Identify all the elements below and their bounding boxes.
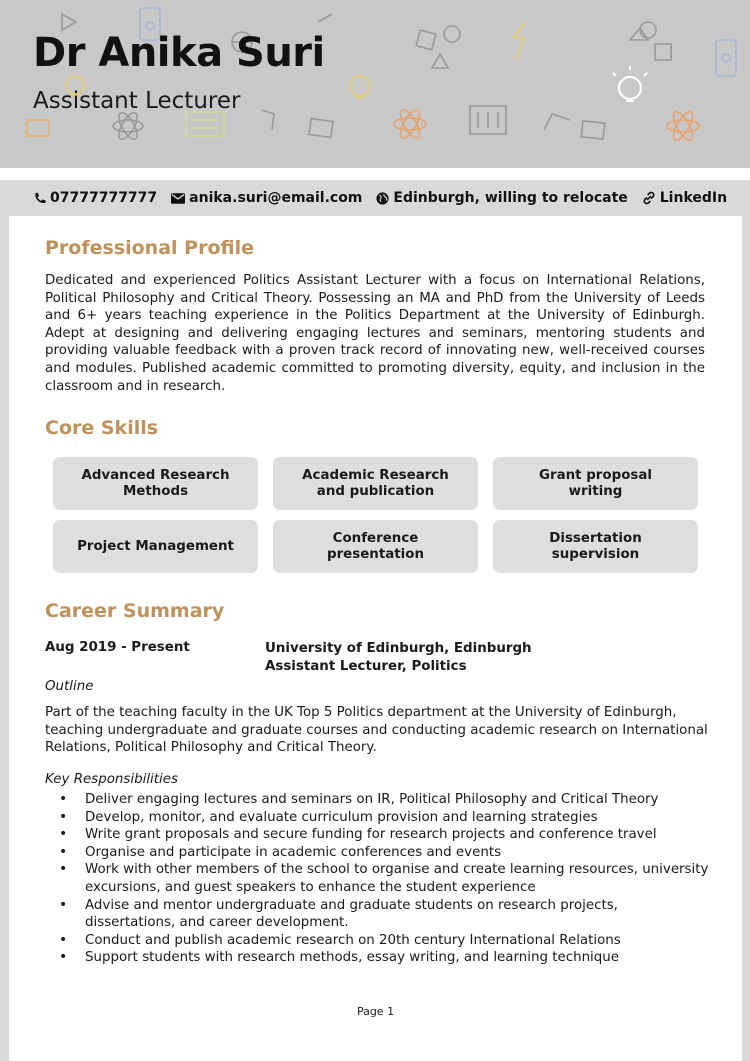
- list-item: • Write grant proposals and secure funding for research projects and conference travel: [45, 826, 710, 844]
- contact-linkedin[interactable]: [642, 190, 727, 206]
- candidate-role: Assistant Lecturer: [33, 88, 241, 114]
- skill-chip: Dissertation supervision: [493, 520, 698, 573]
- header-banner: [0, 0, 750, 168]
- contact-phone[interactable]: [33, 190, 157, 206]
- skill-chip: Conference presentation: [273, 520, 478, 573]
- contact-email[interactable]: [171, 190, 362, 206]
- email-text: anika.suri@email.com: [189, 190, 363, 206]
- phone-doodle-icon-2: [716, 40, 736, 76]
- list-item: • Work with other members of the school to organise and create learning resources, university excursions, and guest speakers to enhance the student experience: [45, 861, 710, 896]
- list-item: • Deliver engaging lectures and seminars on IR, Political Philosophy and Critical Theory: [45, 791, 710, 809]
- list-item: • Support students with research methods, essay writing, and learning technique: [45, 949, 710, 967]
- lightbulb-doodle-icon-3: [619, 77, 641, 99]
- lightning-doodle-icon: [514, 22, 524, 60]
- globe-icon: [376, 192, 389, 205]
- linkedin-text: LinkedIn: [659, 190, 728, 206]
- list-item: • Conduct and publish academic research on 20th century International Relations: [45, 932, 710, 950]
- candidate-name: Dr Anika Suri: [33, 30, 325, 76]
- envelope-icon: [171, 193, 185, 204]
- resume-page: [9, 216, 742, 1061]
- phone-icon: [33, 192, 46, 205]
- job-position: Assistant Lecturer, Politics: [265, 659, 467, 674]
- job-employer-block: [265, 640, 532, 676]
- atom-doodle-icon-3: [667, 120, 699, 132]
- contact-bar: [0, 180, 750, 216]
- outline-text: Part of the teaching faculty in the UK Top 5 Politics department at the University of Edinburgh, teaching undergraduate and graduate courses and conducting academic research on International Relations, Political Philosophy and Critical Theory.: [45, 705, 708, 756]
- atom-doodle-icon: [113, 120, 143, 132]
- skill-chip: Advanced Research Methods: [53, 457, 258, 510]
- skill-chip: Academic Research and publication: [273, 457, 478, 510]
- job-dates: Aug 2019 - Present: [45, 640, 190, 655]
- career-heading: Career Summary: [45, 600, 225, 622]
- profile-text: Dedicated and experienced Politics Assistant Lecturer with a focus on International Relations, Political Philosophy and Critical Theory. Possessing an MA and PhD from the University of Leeds and 6+ years teaching experience in the Politics Department at the University of Edinburgh. Adept at designing and delivering engaging lectures and seminars, mentoring students and providing valuable feedback with a proven track record of innovating new, well-received courses and modules. Published academic committed to promoting diversity, equity, and inclusion in the classroom and in research.: [45, 273, 705, 394]
- square-doodle-icon: [416, 30, 436, 50]
- decorative-doodles: [0, 0, 750, 168]
- link-icon: [642, 191, 656, 205]
- lightbulb-doodle-icon-2: [350, 76, 370, 96]
- list-item: • Develop, monitor, and evaluate curriculum provision and learning strategies: [45, 809, 710, 827]
- skill-chip: Project Management: [53, 520, 258, 573]
- job-employer: University of Edinburgh, Edinburgh: [265, 641, 532, 656]
- skills-grid: [53, 457, 698, 573]
- phone-text: 07777777777: [50, 190, 158, 206]
- skills-heading: Core Skills: [45, 417, 159, 439]
- angle-doodle-icon: [262, 110, 274, 130]
- folder-doodle-icon: [27, 120, 49, 136]
- list-item: • Advise and mentor undergraduate and graduate students on research projects, dissertations, and career development.: [45, 897, 710, 932]
- outline-label: Outline: [45, 679, 94, 694]
- list-item: • Organise and participate in academic conferences and events: [45, 844, 710, 862]
- responsibilities-list: [45, 791, 710, 967]
- contact-location: [376, 190, 627, 206]
- location-text: Edinburgh, willing to relocate: [393, 190, 628, 206]
- page-number: Page 1: [356, 1005, 395, 1018]
- responsibilities-label: Key Responsibilities: [45, 772, 178, 787]
- header-divider: [0, 168, 750, 180]
- triangle-doodle-icon: [62, 14, 76, 30]
- atom-doodle-icon-2: [394, 118, 426, 130]
- keyboard-doodle-icon: [186, 112, 224, 136]
- profile-heading: Professional Profile: [45, 237, 254, 259]
- skill-chip: Grant proposal writing: [493, 457, 698, 510]
